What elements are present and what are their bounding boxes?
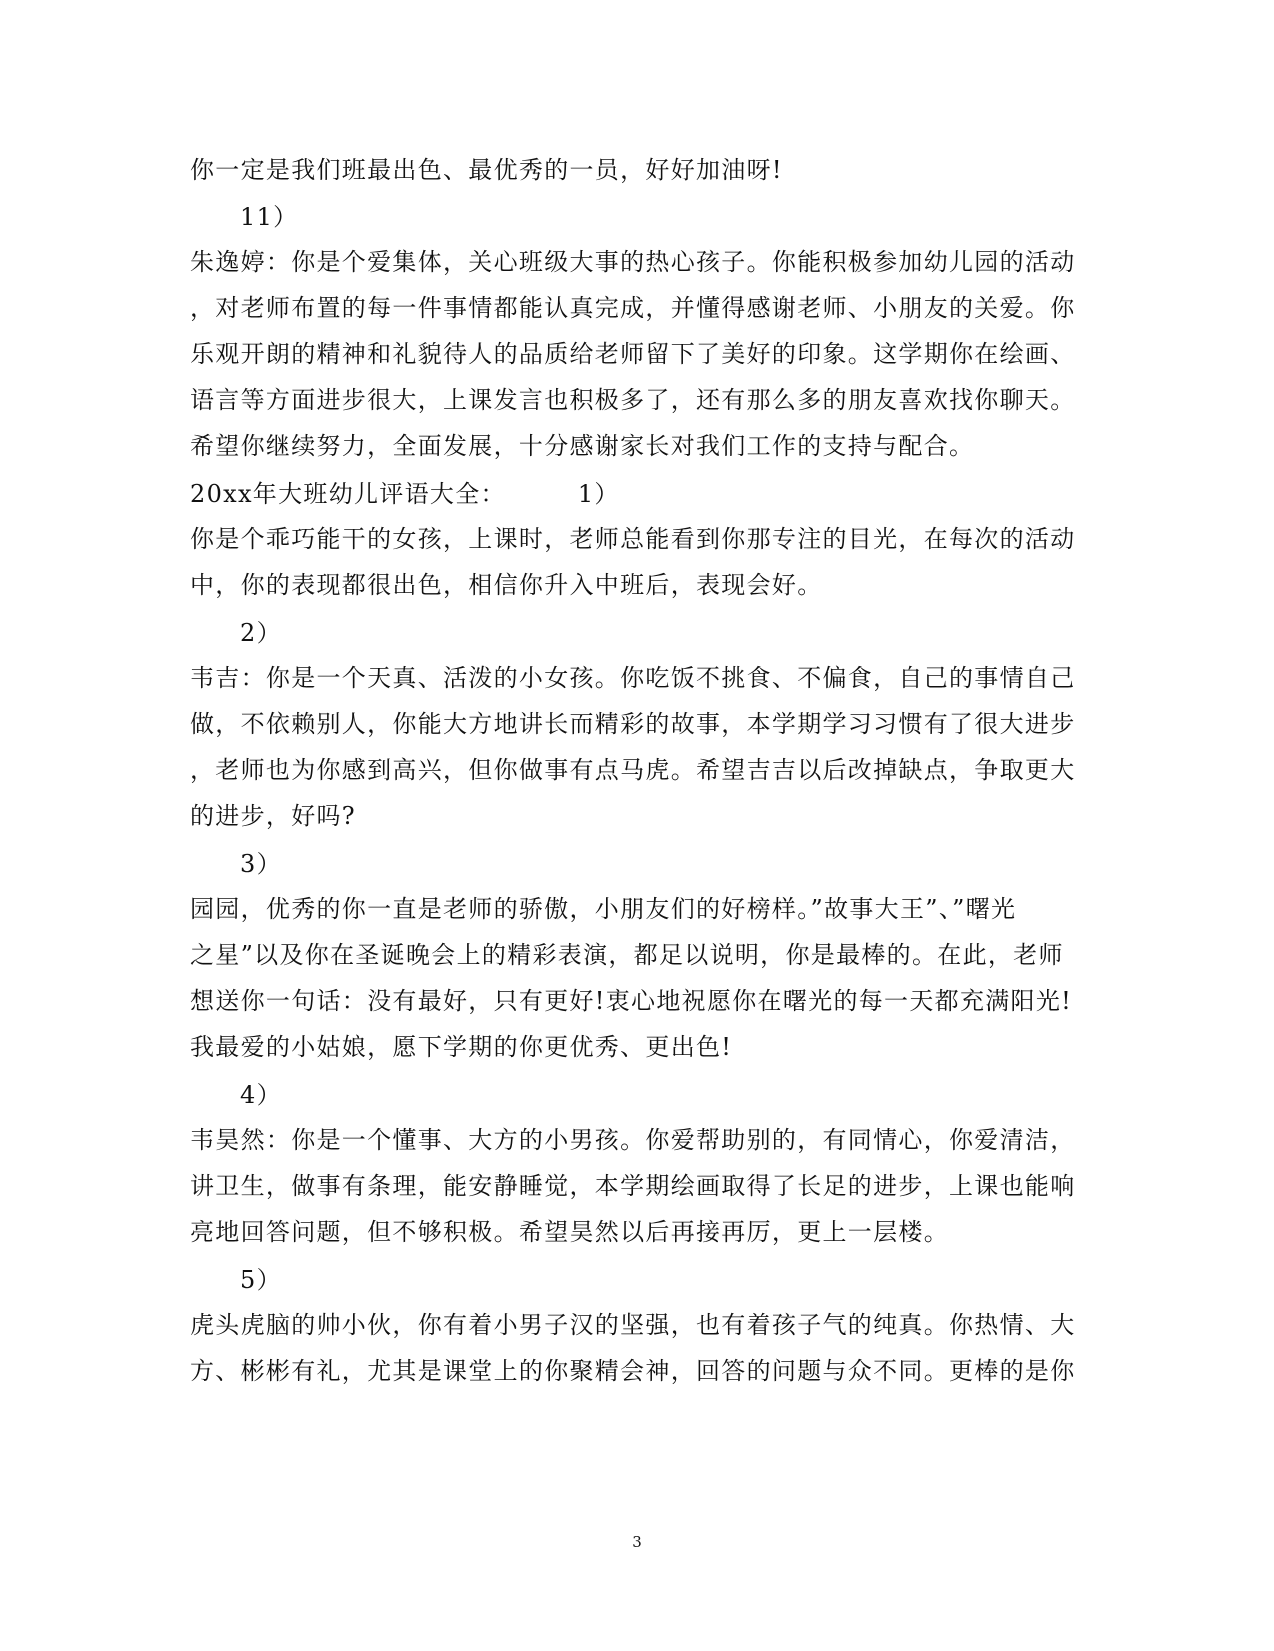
text-line: ，对老师布置的每一件事情都能认真完成，并懂得感谢老师、小朋友的关爱。你 [190, 294, 1076, 322]
text-line: 希望你继续努力，全面发展，十分感谢家长对我们工作的支持与配合。 [190, 432, 975, 460]
section-heading-text: 20xx年大班幼儿评语大全： [190, 480, 506, 508]
section-heading [190, 478, 1075, 510]
item-number: 1） [577, 480, 620, 508]
text-line: 你是个乖巧能干的女孩，上课时，老师总能看到你那专注的目光，在每次的活动 [190, 525, 1076, 553]
text-line: ，老师也为你感到高兴，但你做事有点马虎。希望吉吉以后改掉缺点，争取更大 [190, 756, 1076, 784]
text-line: 想送你一句话：没有最好，只有更好!衷心地祝愿你在曙光的每一天都充满阳光! [190, 987, 1073, 1015]
text-line: 方、彬彬有礼，尤其是课堂上的你聚精会神，回答的问题与众不同。更棒的是你 [190, 1357, 1076, 1385]
text-line: 讲卫生，做事有条理，能安静睡觉，本学期绘画取得了长足的进步，上课也能响 [190, 1172, 1076, 1200]
item-number: 5） [240, 1266, 282, 1294]
text-line: 中，你的表现都很出色，相信你升入中班后，表现会好。 [190, 571, 823, 599]
text-line: 之星”以及你在圣诞晚会上的精彩表演，都足以说明，你是最棒的。在此，老师 [190, 941, 1064, 969]
item-number: 2） [240, 619, 282, 647]
text-line: 园园，优秀的你一直是老师的骄傲，小朋友们的好榜样。”故事大王”、”曙光 [190, 895, 1017, 923]
text-line: 朱逸婷：你是个爱集体，关心班级大事的热心孩子。你能积极参加幼儿园的活动 [190, 248, 1076, 276]
text-line: 你一定是我们班最出色、最优秀的一员，好好加油呀! [190, 156, 783, 184]
text-line: 语言等方面进步很大，上课发言也积极多了，还有那么多的朋友喜欢找你聊天。 [190, 386, 1076, 414]
item-number: 4） [240, 1081, 282, 1109]
text-line: 韦吉：你是一个天真、活泼的小女孩。你吃饭不挑食、不偏食，自己的事情自己 [190, 664, 1076, 692]
text-line: 亮地回答问题，但不够积极。希望昊然以后再接再厉，更上一层楼。 [190, 1218, 949, 1246]
text-line: 的进步，好吗? [190, 802, 356, 830]
page-number: 3 [632, 1533, 642, 1551]
text-line: 韦昊然：你是一个懂事、大方的小男孩。你爱帮助别的，有同情心，你爱清洁， [190, 1126, 1076, 1154]
text-line: 我最爱的小姑娘，愿下学期的你更优秀、更出色! [190, 1033, 733, 1061]
text-line: 乐观开朗的精神和礼貌待人的品质给老师留下了美好的印象。这学期你在绘画、 [190, 340, 1076, 368]
item-number: 3） [240, 850, 282, 878]
text-line: 做，不依赖别人，你能大方地讲长而精彩的故事，本学期学习习惯有了很大进步 [190, 710, 1076, 738]
item-number: 11） [240, 203, 299, 231]
text-line: 虎头虎脑的帅小伙，你有着小男子汉的坚强，也有着孩子气的纯真。你热情、大 [190, 1311, 1076, 1339]
